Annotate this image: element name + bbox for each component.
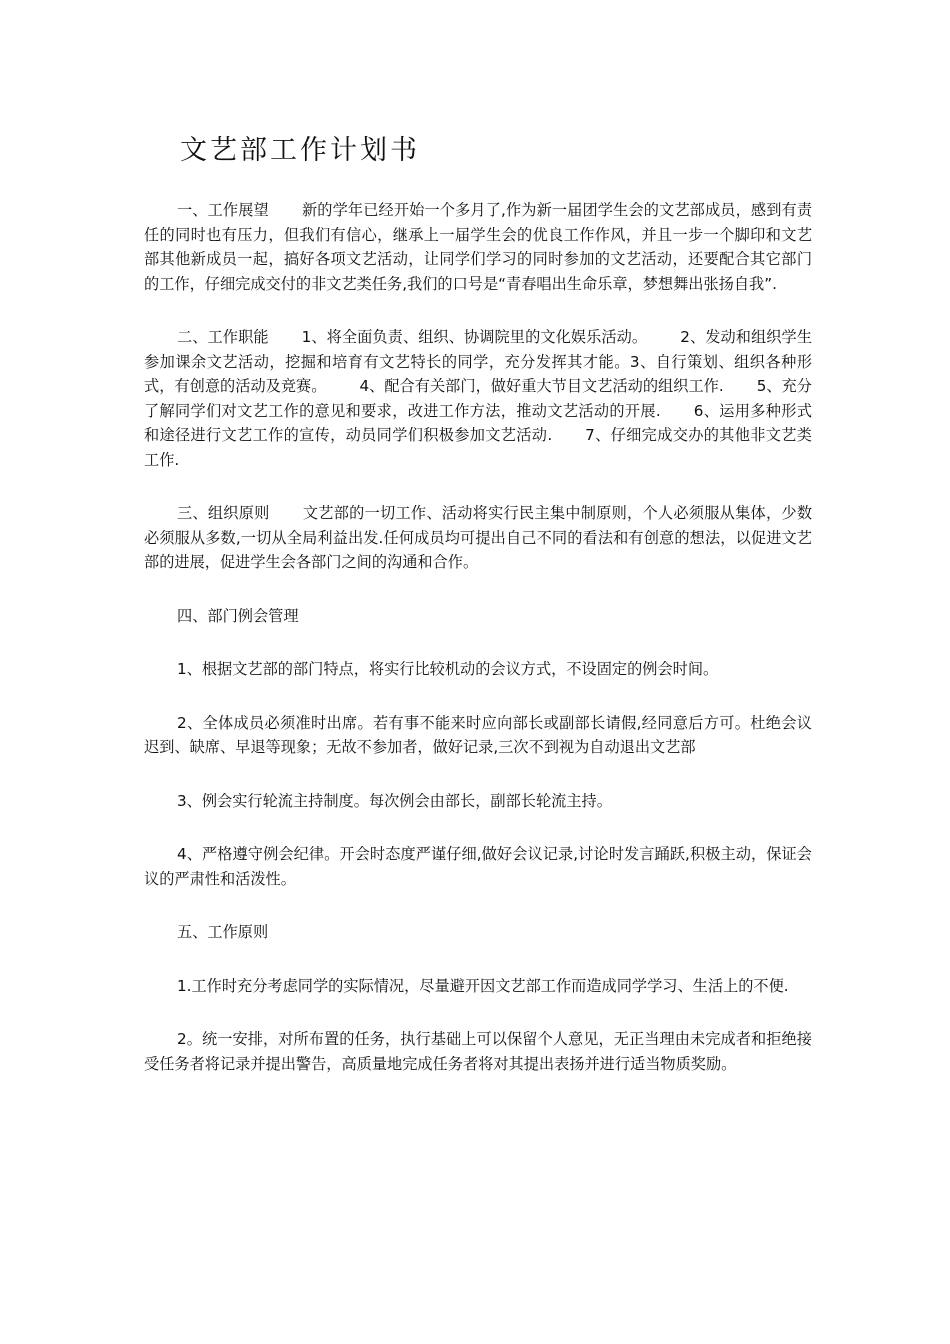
section-text: 文艺部的一切工作、活动将实行民主集中制原则，个人必须服从集体，少数必须服从多数,一切从全局利益出发.任何成员均可提出自己不同的看法和有创意的想法，以促进文艺部的进展，促进学生会各部门之间的沟通和合作。 — [144, 504, 813, 571]
work-principle-item: 2。统一安排，对所布置的任务，执行基础上可以保留个人意见，无正当理由未完成者和拒绝接受任务者将记录并提出警告，高质量地完成任务者将对其提出表扬并进行适当物质奖励。 — [144, 1030, 812, 1073]
function-item: 5、充分了解同学们对文艺工作的意见和要求，改进工作方法，推动文艺活动的开展. — [144, 377, 812, 420]
meeting-item: 3、例会实行轮流主持制度。每次例会由部长，副部长轮流主持。 — [177, 791, 612, 810]
meeting-heading: 四、部门例会管理 — [177, 606, 299, 625]
function-item: 1、将全面负责、组织、协调院里的文化娱乐活动。 — [301, 328, 648, 346]
function-item: 3、自行策划、组织各种形式，有创意的活动及竞赛。 — [144, 352, 813, 395]
meeting-item: 1、根据文艺部的部门特点，将实行比较机动的会议方式，不设固定的例会时间。 — [177, 660, 719, 678]
work-principles-heading: 五、工作原则 — [177, 923, 269, 941]
function-item: 4、配合有关部门，做好重大节目文艺活动的组织工作. — [359, 377, 724, 395]
function-item: 2、发动和组织学生参加课余文艺活动，挖掘和培育有文艺特长的同学，充分发挥其才能。 — [144, 328, 813, 371]
section-principles — [144, 501, 812, 575]
section-text: 新的学年已经开始一个多月了,作为新一届团学生会的文艺部成员，感到有责任的同时也有压力，但我们有信心，继承上一届学生会的优良工作作风，并且一步一个脚印和文艺部其他新成员一起，搞好各项文艺活动，让同学们学习的同时参加的文艺活动，还要配合其它部门的工作，仔细完成交付的非文艺类任务,我们的口号是“青春唱出生命乐章，梦想舞出张扬自我”. — [144, 201, 813, 293]
section-heading: 一、工作展望 — [177, 201, 269, 219]
meeting-item: 4、严格遵守例会纪律。开会时态度严谨仔细,做好会议记录,讨论时发言踊跃,积极主动，保证会议的严肃性和活泼性。 — [144, 845, 812, 888]
section-heading: 二、工作职能 — [177, 328, 269, 346]
section-outlook — [144, 198, 812, 296]
work-principle-item: 1.工作时充分考虑同学的实际情况，尽量避开因文艺部工作而造成同学学习、生活上的不便. — [177, 976, 789, 995]
document-title: 文艺部工作计划书 — [180, 135, 420, 166]
function-item: 6、运用多种形式和途径进行文艺工作的宣传，动员同学们积极参加文艺活动. — [144, 401, 813, 444]
meeting-item: 2、全体成员必须准时出席。若有事不能来时应向部长或副部长请假,经同意后方可。杜绝会议迟到、缺席、早退等现象；无故不参加者，做好记录,三次不到视为自动退出文艺部 — [144, 713, 812, 756]
document-body — [144, 198, 812, 1076]
function-item: 7、仔细完成交办的其他非文艺类工作. — [144, 426, 812, 469]
section-functions — [144, 325, 812, 472]
section-heading: 三、组织原则 — [177, 504, 270, 522]
